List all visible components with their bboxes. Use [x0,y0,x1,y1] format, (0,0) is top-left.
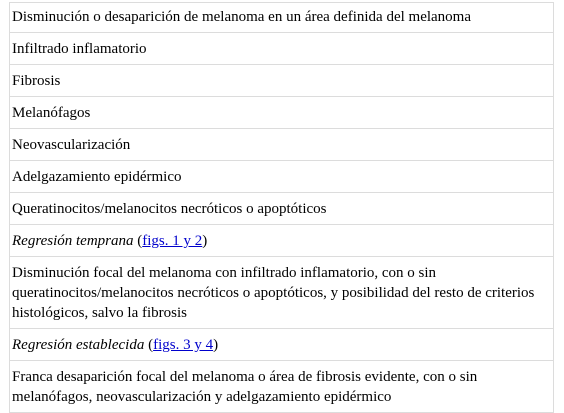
table-cell: Melanófagos [10,97,554,129]
paren-close: ) [213,337,219,353]
table-cell: Adelgazamiento epidérmico [10,161,554,193]
figure-link-3-4[interactable]: figs. 3 y 4 [153,337,214,353]
table-row [10,225,554,257]
table-row [10,3,554,33]
criteria-table-container [9,2,554,413]
table-row [10,33,554,65]
paren-open: ( [144,337,154,353]
table-cell: Disminución focal del melanoma con infiltrado inflamatorio, con o sin queratinocitos/melanocitos necróticos o apoptóticos, y posibilidad del resto de criterios histológicos, salvo la fibrosis [10,257,554,329]
paren-close: ) [202,233,208,249]
regression-criteria-table [9,2,554,413]
table-cell: Disminución o desaparición de melanoma en un área definida del melanoma [10,3,554,33]
table-row [10,193,554,225]
paren-open: ( [133,233,143,249]
table-cell: Queratinocitos/melanocitos necróticos o apoptóticos [10,193,554,225]
figure-link-1-2[interactable]: figs. 1 y 2 [142,233,203,249]
table-row [10,129,554,161]
table-row [10,65,554,97]
table-row [10,329,554,361]
section-heading-established-regression: Regresión establecida [12,337,145,353]
table-cell: Infiltrado inflamatorio [10,33,554,65]
section-heading-early-regression: Regresión temprana [12,233,134,249]
section-heading-cell [10,225,554,257]
table-row [10,161,554,193]
table-row [10,361,554,413]
table-cell: Fibrosis [10,65,554,97]
table-cell: Franca desaparición focal del melanoma o área de fibrosis evidente, con o sin melanófagos, neovascularización y adelgazamiento epidérmico [10,361,554,413]
table-cell: Neovascularización [10,129,554,161]
table-row [10,97,554,129]
section-heading-cell [10,329,554,361]
table-row [10,257,554,329]
